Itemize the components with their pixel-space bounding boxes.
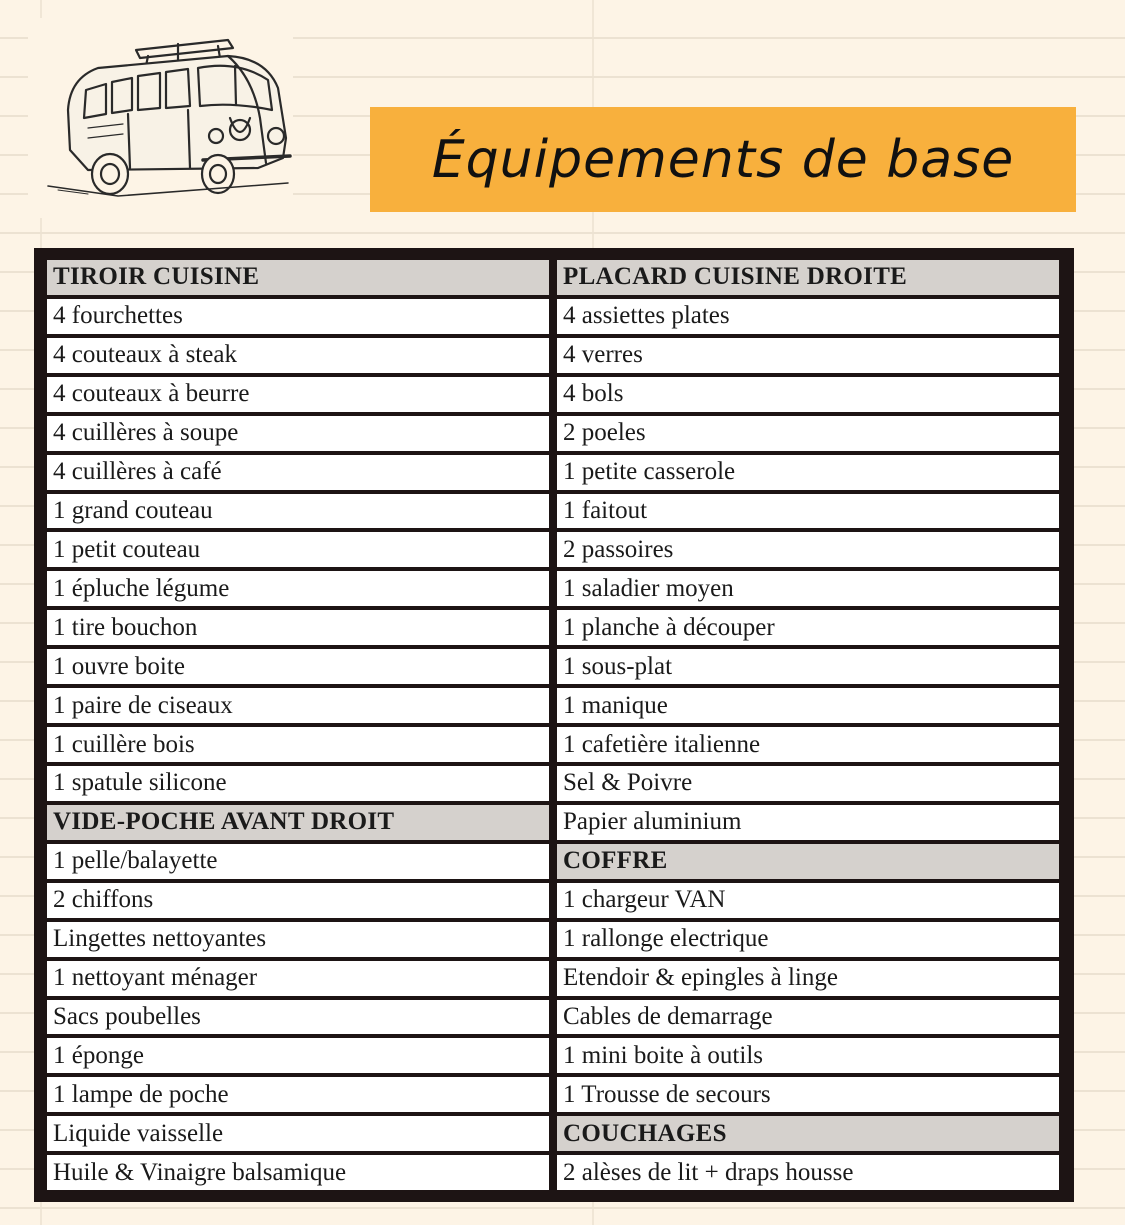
section-header-tiroir-cuisine: TIROIR CUISINE xyxy=(47,260,549,295)
list-item: Etendoir & epingles à linge xyxy=(557,961,1059,996)
section-header-vide-poche-avant-droit: VIDE-POCHE AVANT DROIT xyxy=(47,805,549,840)
list-item: 2 passoires xyxy=(557,532,1059,567)
van-icon xyxy=(28,18,293,218)
list-item: Lingettes nettoyantes xyxy=(47,922,549,957)
list-item: Huile & Vinaigre balsamique xyxy=(47,1155,549,1190)
section-header-couchages: COUCHAGES xyxy=(557,1116,1059,1151)
list-item: 1 paire de ciseaux xyxy=(47,688,549,723)
list-item: 1 planche à découper xyxy=(557,610,1059,645)
list-item: 2 alèses de lit + draps housse xyxy=(557,1155,1059,1190)
list-item: 1 lampe de poche xyxy=(47,1077,549,1112)
list-item: 1 chargeur VAN xyxy=(557,883,1059,918)
list-item: Liquide vaisselle xyxy=(47,1116,549,1151)
list-item: 1 saladier moyen xyxy=(557,571,1059,606)
van-illustration xyxy=(28,18,293,218)
list-item: 4 couteaux à beurre xyxy=(47,377,549,412)
list-item: 4 verres xyxy=(557,338,1059,373)
list-item: 4 bols xyxy=(557,377,1059,412)
list-item: 4 fourchettes xyxy=(47,299,549,334)
list-item: 1 sous-plat xyxy=(557,649,1059,684)
list-item: 1 tire bouchon xyxy=(47,610,549,645)
left-column xyxy=(47,260,549,1190)
list-item: 2 poeles xyxy=(557,416,1059,451)
list-item: 1 petite casserole xyxy=(557,455,1059,490)
list-item: 1 grand couteau xyxy=(47,494,549,529)
section-header-coffre: COFFRE xyxy=(557,844,1059,879)
list-item: 4 cuillères à café xyxy=(47,455,549,490)
list-item: 1 manique xyxy=(557,688,1059,723)
list-item: 4 cuillères à soupe xyxy=(47,416,549,451)
list-item: 1 spatule silicone xyxy=(47,766,549,801)
list-item: 1 petit couteau xyxy=(47,532,549,567)
page-title: Équipements de base xyxy=(431,129,1015,190)
list-item: 1 faitout xyxy=(557,494,1059,529)
list-item: 1 épluche légume xyxy=(47,571,549,606)
list-item: 4 couteaux à steak xyxy=(47,338,549,373)
list-item: 1 éponge xyxy=(47,1038,549,1073)
list-item: 1 cafetière italienne xyxy=(557,727,1059,762)
list-item: Sacs poubelles xyxy=(47,1000,549,1035)
list-item: 1 nettoyant ménager xyxy=(47,961,549,996)
list-item: 1 pelle/balayette xyxy=(47,844,549,879)
equipment-table xyxy=(34,248,1074,1202)
list-item: 2 chiffons xyxy=(47,883,549,918)
list-item: 1 rallonge electrique xyxy=(557,922,1059,957)
title-banner xyxy=(370,107,1076,212)
list-item: 4 assiettes plates xyxy=(557,299,1059,334)
section-header-placard-cuisine-droite: PLACARD CUISINE DROITE xyxy=(557,260,1059,295)
list-item: Cables de demarrage xyxy=(557,1000,1059,1035)
list-item: 1 Trousse de secours xyxy=(557,1077,1059,1112)
list-item: 1 mini boite à outils xyxy=(557,1038,1059,1073)
right-column xyxy=(557,260,1059,1190)
list-item: Sel & Poivre xyxy=(557,766,1059,801)
list-item: Papier aluminium xyxy=(557,805,1059,840)
list-item: 1 ouvre boite xyxy=(47,649,549,684)
list-item: 1 cuillère bois xyxy=(47,727,549,762)
